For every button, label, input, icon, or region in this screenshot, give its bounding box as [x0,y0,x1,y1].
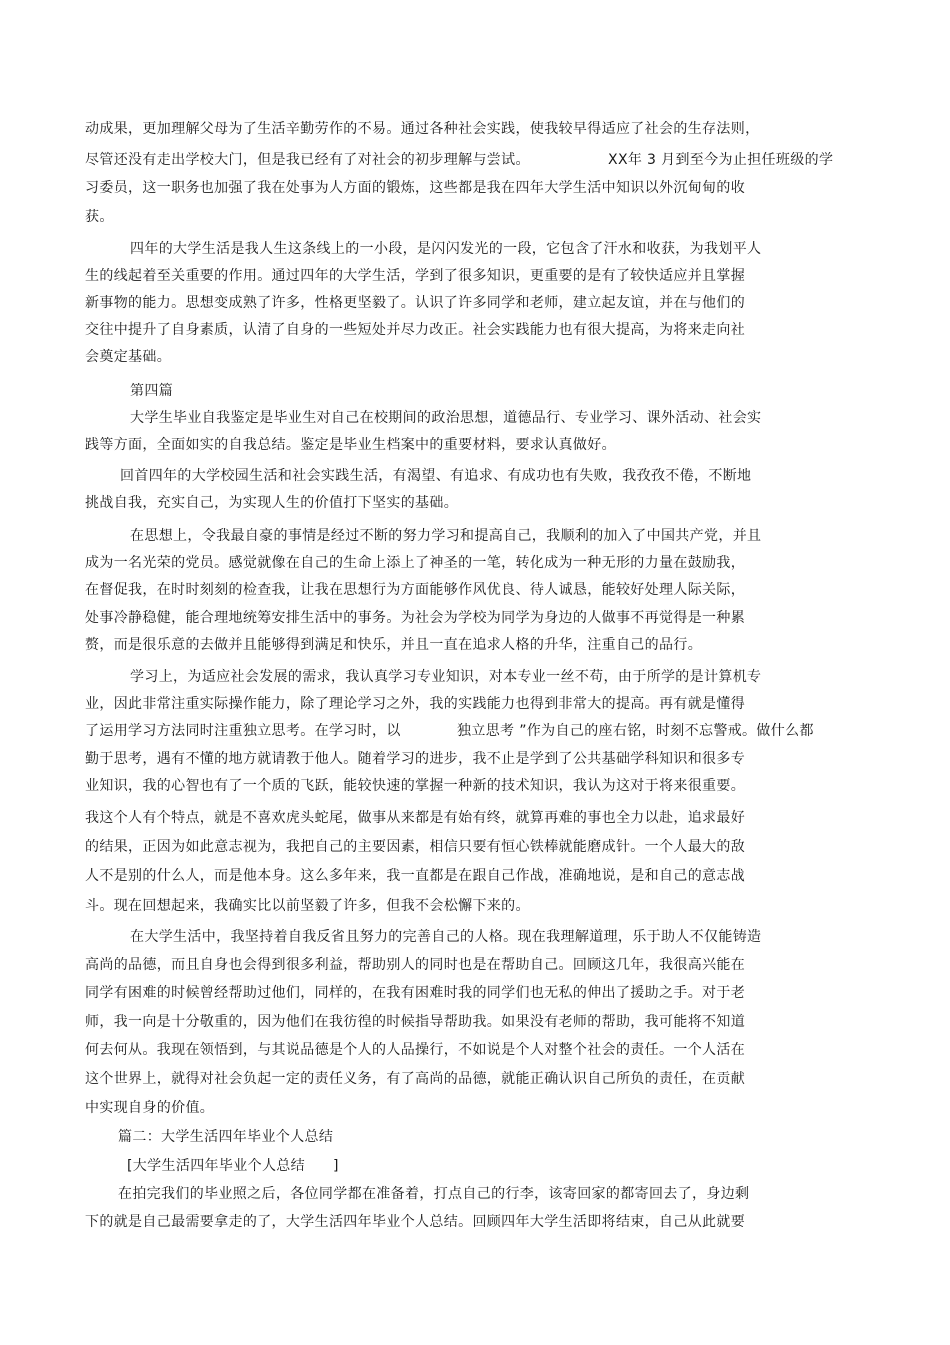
text-line: 交往中提升了自身素质，认清了自身的一些短处并尽力改正。社会实践能力也有很大提高，为将来走向社 [85,322,746,338]
text-line: 师，我一向是十分敬重的，因为他们在我彷徨的时候指导帮助我。如果没有老师的帮助，我可能将不知道 [85,1014,746,1030]
text-line: 中实现自身的价值。 [85,1100,215,1116]
section-heading: 第四篇 [130,383,174,399]
text-line: 大学生毕业自我鉴定是毕业生对自己在校期间的政治思想，道德品行、专业学习、课外活动、社会实 [130,410,762,426]
text-line: 业知识，我的心智也有了一个质的飞跃，能较快速的掌握一种新的技术知识，我认为这对于将来很重要。 [85,778,746,794]
text-line: 获。 [85,209,114,225]
text-line: 在大学生活中，我坚持着自我反省且努力的完善自己的人格。现在我理解道理，乐于助人不仅能铸造 [130,929,762,945]
text-line: 生的线起着至关重要的作用。通过四年的大学生活，学到了很多知识，更重要的是有了较快适应并且掌握 [85,268,746,284]
section-heading: 篇二：大学生活四年毕业个人总结 [118,1129,334,1145]
text-line: 的结果，正因为如此意志视为，我把自己的主要因素，相信只要有恒心铁棒就能磨成针。一个人最大的敌 [85,839,746,855]
text-line: 在督促我，在时时刻刻的检查我，让我在思想行为方面能够作风优良、待人诚恳，能较好处理人际关际， [85,582,746,598]
text-line: 何去何从。我现在领悟到，与其说品德是个人的人品操行，不如说是个人对整个社会的责任。一个人活在 [85,1042,746,1058]
text-line: 业，因此非常注重实际操作能力，除了理论学习之外，我的实践能力也得到非常大的提高。再有就是懂得 [85,696,746,712]
text-line: 同学有困难的时候曾经帮助过他们，同样的，在我有困难时我的同学们也无私的伸出了援助之手。对于老 [85,985,746,1001]
text-line: 处事冷静稳健，能合理地统筹安排生活中的事务。为社会为学校为同学为身边的人做事不再觉得是一种累 [85,610,746,626]
bracket-title-close: ] [333,1158,339,1174]
text-line: XX年 3 月到至今为止担任班级的学 [608,152,834,168]
text-line: 了运用学习方法同时注重独立思考。在学习时，以 [85,723,401,739]
text-line: 会奠定基础。 [85,349,172,365]
text-line: 独立思考 ”作为自己的座右铭，时刻不忘警戒。做什么都 [457,723,814,739]
text-line: 习委员，这一职务也加强了我在处事为人方面的锻炼，这些都是我在四年大学生活中知识以外沉甸甸的收 [85,180,746,196]
text-line: 回首四年的大学校园生活和社会实践生活，有渴望、有追求、有成功也有失败，我孜孜不倦，不断地 [120,468,752,484]
text-line: 动成果，更加理解父母为了生活辛勤劳作的不易。通过各种社会实践，使我较早得适应了社会的生存法则， [85,121,760,137]
text-line: 新事物的能力。思想变成熟了许多，性格更坚毅了。认识了许多同学和老师，建立起友谊，并在与他们的 [85,295,746,311]
text-line: 下的就是自己最需要拿走的了，大学生活四年毕业个人总结。回顾四年大学生活即将结束，自己从此就要 [85,1214,746,1230]
text-line: 尽管还没有走出学校大门，但是我已经有了对社会的初步理解与尝试。 [85,152,530,168]
text-line: 在拍完我们的毕业照之后，各位同学都在准备着，打点自己的行李，该寄回家的都寄回去了，身边剩 [118,1186,750,1202]
text-line: 挑战自我，充实自己，为实现人生的价值打下坚实的基础。 [85,495,459,511]
text-line: 高尚的品德，而且自身也会得到很多利益，帮助别人的同时也是在帮助自己。回顾这几年，我很高兴能在 [85,957,746,973]
text-line: 人不是别的什么人，而是他本身。这么多年来，我一直都是在跟自己作战，准确地说，是和自己的意志战 [85,868,746,884]
text-line: 在思想上，令我最自豪的事情是经过不断的努力学习和提高自己，我顺利的加入了中国共产党，并且 [130,528,762,544]
text-line: 我这个人有个特点，就是不喜欢虎头蛇尾，做事从来都是有始有终，就算再难的事也全力以赴，追求最好 [85,810,746,826]
text-line: 赘，而是很乐意的去做并且能够得到满足和快乐，并且一直在追求人格的升华，注重自己的品行。 [85,637,703,653]
text-line: 勤于思考，遇有不懂的地方就请教于他人。随着学习的进步，我不止是学到了公共基础学科知识和很多专 [85,751,746,767]
text-line: 四年的大学生活是我人生这条线上的一小段，是闪闪发光的一段，它包含了汗水和收获，为我划平人 [130,241,762,257]
text-line: 这个世界上，就得对社会负起一定的责任义务，有了高尚的品德，就能正确认识自己所负的责任，在贡献 [85,1071,746,1087]
text-line: 成为一名光荣的党员。感觉就像在自己的生命上添上了神圣的一笔，转化成为一种无形的力量在鼓励我， [85,555,746,571]
text-line: 学习上，为适应社会发展的需求，我认真学习专业知识，对本专业一丝不苟，由于所学的是计算机专 [130,669,762,685]
text-line: 斗。现在回想起来，我确实比以前坚毅了许多，但我不会松懈下来的。 [85,898,530,914]
text-line: 践等方面，全面如实的自我总结。鉴定是毕业生档案中的重要材料，要求认真做好。 [85,437,616,453]
bracket-title: [大学生活四年毕业个人总结 [127,1158,306,1174]
